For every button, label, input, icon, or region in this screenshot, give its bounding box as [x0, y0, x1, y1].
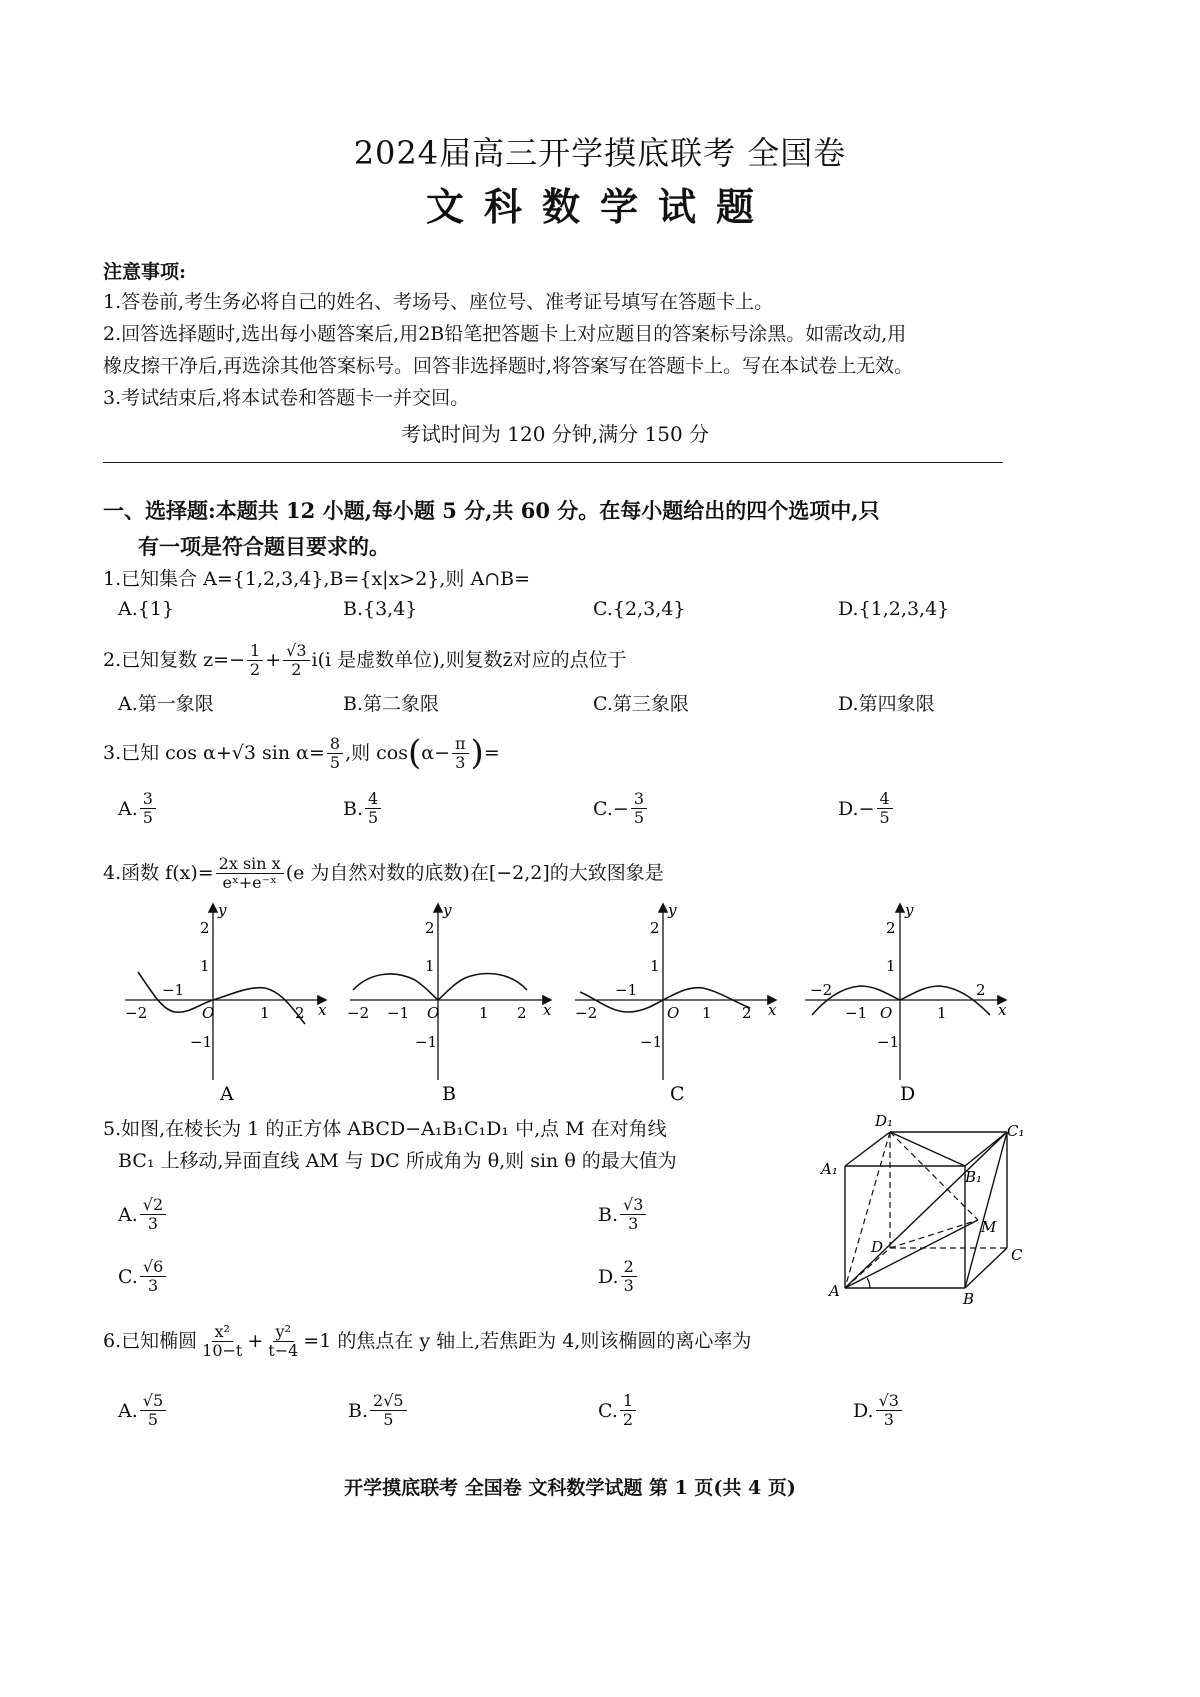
svg-text:2: 2 — [976, 981, 986, 999]
svg-text:−1: −1 — [190, 1033, 213, 1051]
svg-text:−1: −1 — [640, 1033, 663, 1051]
graph-label-c: C — [670, 1083, 685, 1105]
svg-text:M: M — [981, 1218, 997, 1236]
svg-text:1: 1 — [425, 957, 435, 975]
question-1-option-d: D.{1,2,3,4} — [838, 598, 950, 620]
svg-text:x: x — [318, 1001, 327, 1019]
notice-item-1: 1.答卷前,考生务必将自己的姓名、考场号、座位号、准考证号填写在答题卡上。 — [103, 291, 774, 313]
notice-heading: 注意事项: — [103, 261, 187, 283]
notice-item-3: 3.考试结束后,将本试卷和答题卡一并交回。 — [103, 387, 470, 409]
svg-text:1: 1 — [260, 1004, 270, 1022]
question-5-option-b: B. $\frac{√3}{3}$ — [598, 1196, 648, 1233]
page-footer: 开学摸底联考 全国卷 文科数学试题 第 1 页(共 4 页) — [344, 1477, 796, 1499]
notice-item-2b: 橡皮擦干净后,再选涂其他答案标号。回答非选择题时,将答案写在答题卡上。写在本试卷上无效。 — [103, 355, 914, 377]
graph-label-d: D — [900, 1083, 916, 1105]
svg-text:2: 2 — [742, 1004, 752, 1022]
svg-text:1: 1 — [937, 1004, 947, 1022]
svg-text:A: A — [829, 1282, 840, 1300]
question-3-option-a: A. $\frac{3}{5}$ — [118, 790, 158, 827]
graph-a — [125, 901, 327, 1080]
question-5-option-d: D. $\frac{2}{3}$ — [598, 1258, 639, 1295]
svg-text:D₁: D₁ — [875, 1112, 894, 1130]
svg-text:A₁: A₁ — [821, 1160, 838, 1178]
graph-c — [575, 901, 777, 1080]
question-6-option-d: D. $\frac{√3}{3}$ — [853, 1392, 904, 1429]
svg-text:2: 2 — [517, 1004, 527, 1022]
question-6-option-b: B. $\frac{2√5}{5}$ — [348, 1392, 409, 1429]
svg-text:2: 2 — [200, 919, 210, 937]
svg-text:x: x — [543, 1001, 552, 1019]
svg-text:2: 2 — [425, 919, 435, 937]
separator-line — [103, 462, 1003, 463]
graph-label-b: B — [442, 1083, 456, 1105]
cube-figure — [815, 1108, 1030, 1308]
exam-title: 2024届高三开学摸底联考 全国卷 — [353, 134, 847, 172]
question-5-stem-line1: 5.如图,在棱长为 1 的正方体 ABCD−A₁B₁C₁D₁ 中,点 M 在对角线 — [103, 1118, 667, 1140]
question-5-option-c: C. $\frac{√6}{3}$ — [118, 1258, 168, 1295]
svg-text:1: 1 — [479, 1004, 489, 1022]
svg-text:−2: −2 — [810, 981, 833, 999]
graph-b — [347, 901, 552, 1080]
question-2-option-d: D.第四象限 — [838, 693, 935, 715]
svg-text:O: O — [427, 1004, 440, 1022]
svg-text:y: y — [218, 901, 227, 919]
question-1-stem: 1.已知集合 A={1,2,3,4},B={x|x>2},则 A∩B= — [103, 568, 530, 590]
question-4-stem: 4.函数 f(x)= $\frac{\text{2x sin x}}{\text{eˣ+e⁻ˣ}}$ (e 为自然对数的底数)在[−2,2]的大致图象是 — [103, 853, 664, 892]
svg-text:−2: −2 — [347, 1004, 370, 1022]
question-2-option-c: C.第三象限 — [593, 693, 689, 715]
exam-time: 考试时间为 120 分钟,满分 150 分 — [400, 422, 710, 446]
svg-text:O: O — [202, 1004, 215, 1022]
svg-text:1: 1 — [702, 1004, 712, 1022]
svg-text:x: x — [998, 1001, 1007, 1019]
svg-text:2: 2 — [295, 1004, 305, 1022]
svg-text:−1: −1 — [845, 1004, 868, 1022]
svg-text:O: O — [667, 1004, 680, 1022]
question-6-stem: 6.已知椭圆 $\frac{\text{x²}}{10-t}$ + $\frac{\text{y²}}{t-4}$ =1 的焦点在 y 轴上,若焦距为 4,则该椭圆的离心率为 — [103, 1321, 752, 1360]
svg-text:1: 1 — [200, 957, 210, 975]
graph-label-a: A — [220, 1083, 234, 1105]
svg-text:C: C — [1011, 1246, 1023, 1264]
svg-text:−2: −2 — [125, 1004, 148, 1022]
svg-text:−1: −1 — [877, 1033, 900, 1051]
svg-text:1: 1 — [886, 957, 896, 975]
exam-subject: 文科数学试题 — [425, 184, 774, 229]
svg-text:C₁: C₁ — [1007, 1122, 1025, 1140]
question-4-graphs — [110, 900, 1010, 1110]
question-2-stem: 2.已知复数 z=− $\frac{1}{2}$ + $\frac{√3}{2}$ i(i 是虚数单位),则复数z̄对应的点位于 — [103, 640, 627, 679]
question-6-option-a: A. $\frac{√5}{5}$ — [118, 1392, 168, 1429]
question-3-option-d: D.− $\frac{4}{5}$ — [838, 790, 895, 827]
svg-text:−1: −1 — [415, 1033, 438, 1051]
svg-text:1: 1 — [650, 957, 660, 975]
question-2-option-b: B.第二象限 — [343, 693, 440, 715]
question-1-option-a: A.{1} — [118, 598, 175, 620]
question-6-option-c: C. $\frac{1}{2}$ — [598, 1392, 638, 1429]
svg-text:D: D — [871, 1238, 884, 1256]
question-1-option-c: C.{2,3,4} — [593, 598, 686, 620]
svg-text:x: x — [768, 1001, 777, 1019]
section-heading-line2: 有一项是符合题目要求的。 — [138, 534, 390, 559]
question-3-option-c: C.− $\frac{3}{5}$ — [593, 790, 649, 827]
question-2-option-a: A.第一象限 — [118, 693, 214, 715]
svg-text:O: O — [880, 1004, 893, 1022]
svg-text:B: B — [963, 1290, 975, 1308]
question-1-option-b: B.{3,4} — [343, 598, 418, 620]
question-3-option-b: B. $\frac{4}{5}$ — [343, 790, 383, 827]
svg-text:−1: −1 — [615, 981, 638, 999]
question-5-stem-line2: BC₁ 上移动,异面直线 AM 与 DC 所成角为 θ,则 sin θ 的最大值为 — [118, 1150, 677, 1172]
svg-text:y: y — [905, 901, 914, 919]
svg-text:2: 2 — [886, 919, 896, 937]
svg-text:−2: −2 — [575, 1004, 598, 1022]
svg-text:y: y — [443, 901, 452, 919]
question-3-stem: 3.已知 cos α+√3 sin α= $\frac{8}{5}$ ,则 cos ( α− $\frac{\pi}{3}$ ) = — [103, 733, 500, 773]
svg-text:−1: −1 — [387, 1004, 410, 1022]
question-5-option-a: A. $\frac{√2}{3}$ — [118, 1196, 168, 1233]
svg-text:−1: −1 — [162, 981, 185, 999]
notice-item-2a: 2.回答选择题时,选出每小题答案后,用2B铅笔把答题卡上对应题目的答案标号涂黑。如需改动,用 — [103, 323, 907, 345]
graph-d — [805, 901, 1007, 1080]
svg-text:B₁: B₁ — [965, 1168, 983, 1186]
svg-text:2: 2 — [650, 919, 660, 937]
svg-text:y: y — [668, 901, 677, 919]
section-heading-line1: 一、选择题:本题共 12 小题,每小题 5 分,共 60 分。在每小题给出的四个选项中,只 — [103, 498, 880, 523]
